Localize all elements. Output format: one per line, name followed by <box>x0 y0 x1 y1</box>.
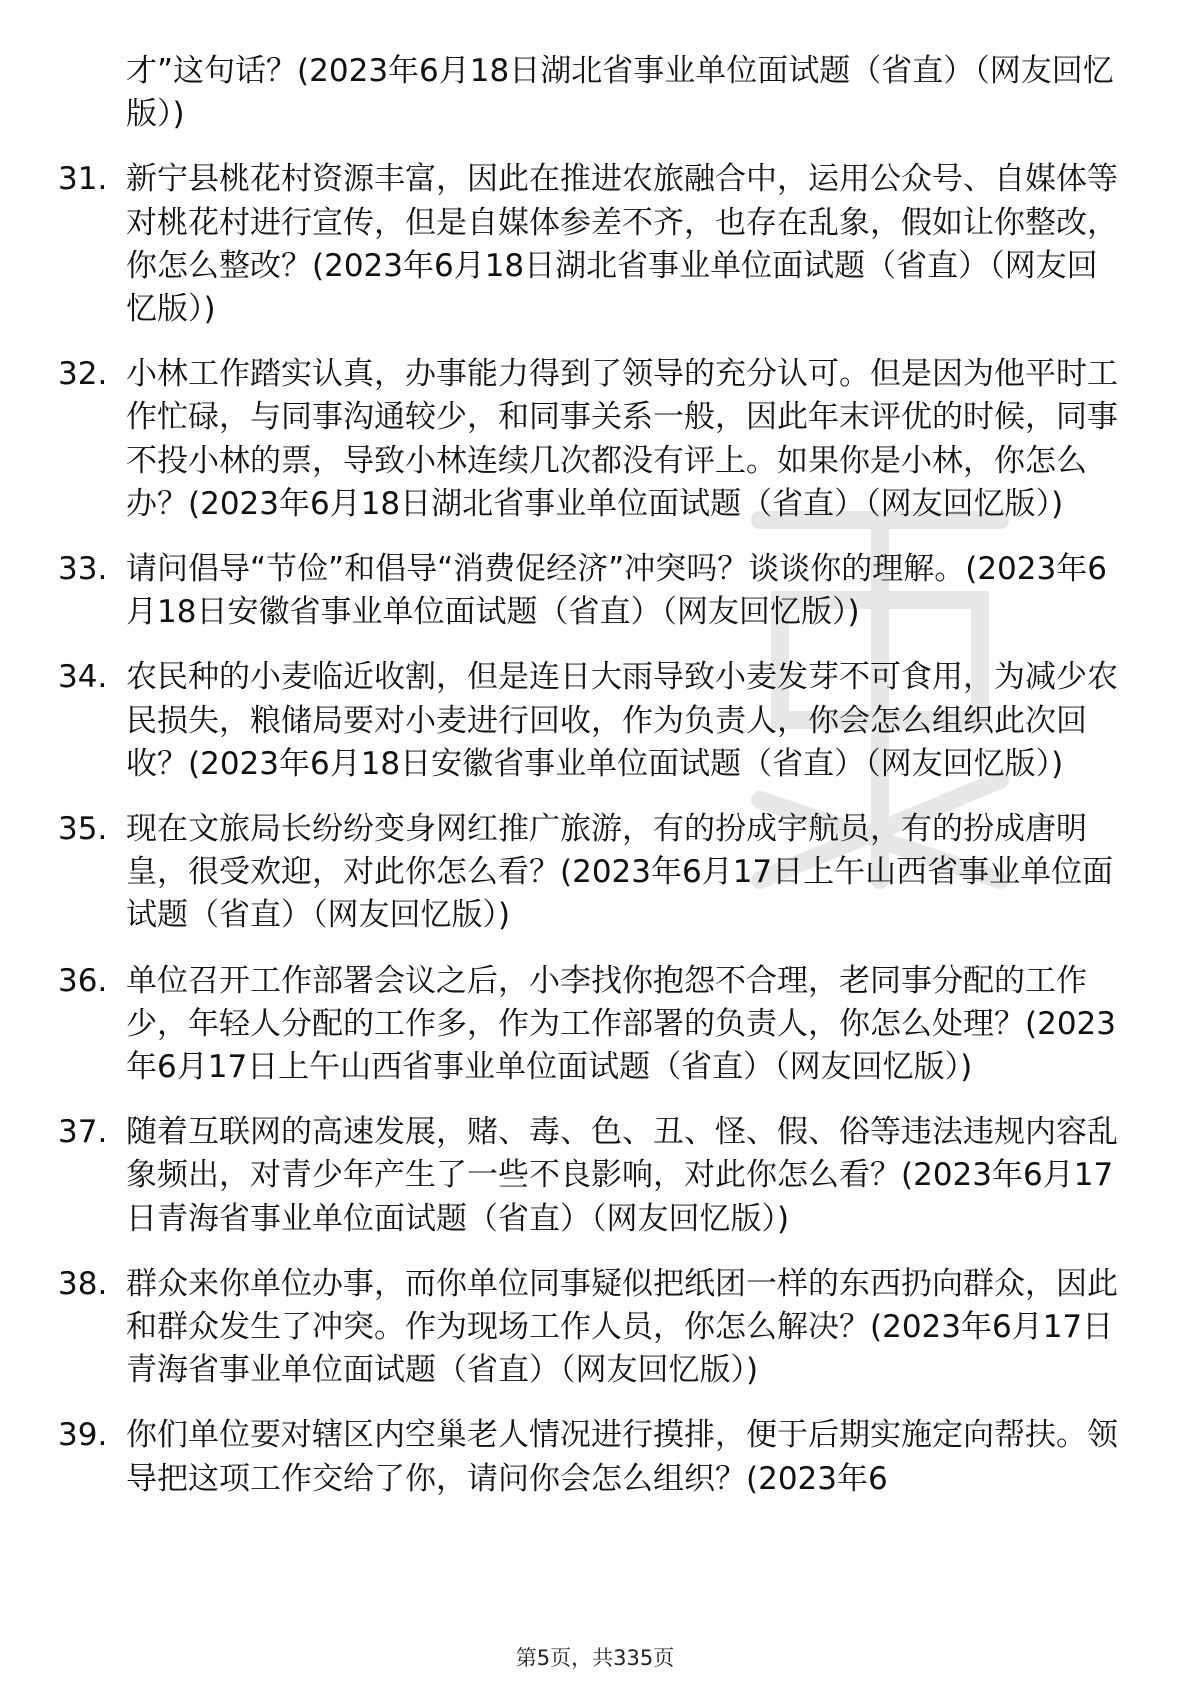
list-item <box>58 548 1128 634</box>
item-number: 39. <box>58 1417 108 1454</box>
item-number: 32. <box>58 356 108 393</box>
list-item <box>58 1263 1128 1393</box>
item-text: 你们单位要对辖区内空巢老人情况进行摸排，便于后期实施定向帮扶。领导把这项工作交给了你，请问你会怎么组织？(2023年6 <box>126 1417 1118 1497</box>
item-number: 37. <box>58 1114 108 1151</box>
item-number: 38. <box>58 1265 108 1302</box>
item-text: 群众来你单位办事，而你单位同事疑似把纸团一样的东西扔向群众，因此和群众发生了冲突。作为现场工作人员，你怎么解决？(2023年6月17日青海省事业单位面试题（省直）（网友回忆版）) <box>126 1265 1118 1389</box>
item-number: 34. <box>58 659 108 696</box>
item-text: 农民种的小麦临近收割，但是连日大雨导致小麦发芽不可食用，为减少农民损失，粮储局要对小麦进行回收，作为负责人，你会怎么组织此次回收？(2023年6月18日安徽省事业单位面试题（省直）（网友回忆版）) <box>126 659 1118 782</box>
item-number: 33. <box>58 551 108 588</box>
list-item <box>58 1111 1128 1241</box>
item-text: 新宁县桃花村资源丰富，因此在推进农旅融合中，运用公众号、自媒体等对桃花村进行宣传，但是自媒体参差不齐，也存在乱象，假如让你整改，你怎么整改？(2023年6月18日湖北省事业单位面试题（省直）（网友回忆版）) <box>126 161 1118 328</box>
page-number-label: 第5页，共335页 <box>515 1646 675 1670</box>
item-text: 随着互联网的高速发展，赌、毒、色、丑、怪、假、俗等违法违规内容乱象频出，对青少年产生了一些不良影响，对此你怎么看？(2023年6月17日青海省事业单位面试题（省直）（网友回忆版）) <box>126 1114 1118 1237</box>
list-item <box>58 353 1128 526</box>
item-number: 31. <box>58 161 108 198</box>
item-text: 单位召开工作部署会议之后，小李找你抱怨不合理，老同事分配的工作少，年轻人分配的工作多，作为工作部署的负责人，你怎么处理？(2023年6月17日上午山西省事业单位面试题（省直）（网友回忆版）) <box>126 962 1116 1086</box>
item-text: 现在文旅局长纷纷变身网红推广旅游，有的扮成宇航员，有的扮成唐明皇，很受欢迎，对此你怎么看？(2023年6月17日上午山西省事业单位面试题（省直）（网友回忆版）) <box>126 811 1114 934</box>
list-item <box>58 1414 1128 1500</box>
list-item <box>58 656 1128 786</box>
list-item <box>58 158 1128 331</box>
list-item <box>58 960 1128 1090</box>
item-text: 请问倡导“节俭”和倡导“消费促经济”冲突吗？谈谈你的理解。(2023年6月18日安徽省事业单位面试题（省直）（网友回忆版）) <box>126 551 1107 631</box>
list-item <box>58 808 1128 938</box>
question-list <box>58 50 1128 1523</box>
list-item <box>58 50 1128 136</box>
item-text: 才”这句话？(2023年6月18日湖北省事业单位面试题（省直）（网友回忆版）) <box>126 53 1114 133</box>
page-footer <box>0 1642 1190 1672</box>
item-number: 35. <box>58 811 108 848</box>
item-text: 小林工作踏实认真，办事能力得到了领导的充分认可。但是因为他平时工作忙碌，与同事沟通较少，和同事关系一般，因此年末评优的时候，同事不投小林的票，导致小林连续几次都没有评上。如果你是小林，你怎么办？(2023年6月18日湖北省事业单位面试题（省直）（网友回忆版）) <box>126 356 1118 522</box>
item-number: 36. <box>58 962 108 999</box>
